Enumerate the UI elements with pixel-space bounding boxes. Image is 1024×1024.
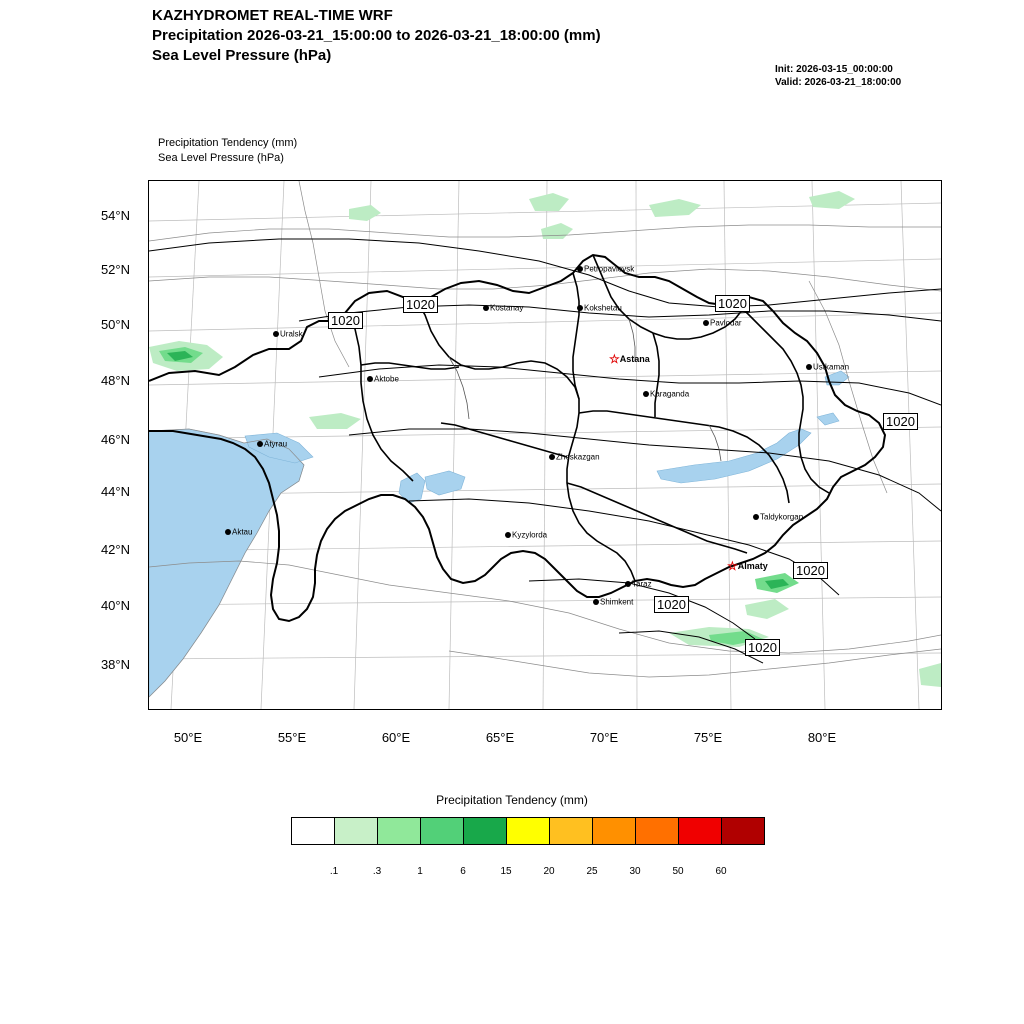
colorbar-swatch xyxy=(550,818,593,844)
city-label: Atyrau xyxy=(264,439,288,449)
city-marker xyxy=(806,362,849,371)
colorbar-ticks xyxy=(291,866,761,880)
colorbar-title: Precipitation Tendency (mm) xyxy=(436,793,588,807)
colorbar-tick-label: .1 xyxy=(329,866,339,877)
title-line-3: Sea Level Pressure (hPa) xyxy=(152,47,332,64)
colorbar-swatch xyxy=(679,818,722,844)
city-label: Kokshetau xyxy=(584,303,622,313)
city-label: Shimkent xyxy=(600,597,634,607)
city-dot-icon xyxy=(806,364,812,370)
lon-tick-0: 50°E xyxy=(173,730,203,745)
page-title-block xyxy=(152,6,601,66)
lon-tick-3: 65°E xyxy=(485,730,515,745)
capital-star-icon: ☆ xyxy=(727,559,738,573)
colorbar-swatch xyxy=(292,818,335,844)
city-dot-icon xyxy=(505,532,511,538)
city-dot-icon xyxy=(703,320,709,326)
city-marker xyxy=(753,512,803,521)
colorbar-swatch xyxy=(722,818,764,844)
colorbar-tick-label: 25 xyxy=(586,866,598,877)
city-marker xyxy=(257,439,287,448)
city-label: Taldykorgan xyxy=(760,512,804,522)
city-marker xyxy=(367,374,399,383)
city-label: Uralsk xyxy=(280,329,303,339)
colorbar-swatch xyxy=(464,818,507,844)
caption-precip: Precipitation Tendency (mm) xyxy=(158,137,298,149)
city-marker xyxy=(703,318,742,327)
colorbar-tick-label: 20 xyxy=(543,866,555,877)
city-dot-icon xyxy=(483,305,489,311)
colorbar-tick-label: 60 xyxy=(715,866,727,877)
city-marker xyxy=(273,329,303,338)
capital-marker xyxy=(609,352,650,366)
colorbar-swatch xyxy=(636,818,679,844)
city-marker xyxy=(593,597,633,606)
title-line-1: KAZHYDROMET REAL-TIME WRF xyxy=(152,7,393,24)
lat-tick-7: 40°N xyxy=(100,598,130,613)
lat-tick-4: 46°N xyxy=(100,432,130,447)
lat-tick-3: 48°N xyxy=(100,373,130,388)
city-label: Petropavlovsk xyxy=(584,264,635,274)
city-marker xyxy=(577,264,634,273)
lon-tick-6: 80°E xyxy=(807,730,837,745)
city-label: Taraz xyxy=(632,579,652,589)
init-time: Init: 2026-03-15_00:00:00 xyxy=(775,64,893,75)
city-dot-icon xyxy=(549,454,555,460)
city-dot-icon xyxy=(625,581,631,587)
colorbar-swatch xyxy=(378,818,421,844)
city-dot-icon xyxy=(577,305,583,311)
colorbar-swatch xyxy=(593,818,636,844)
colorbar-tick-label: .3 xyxy=(372,866,382,877)
lon-tick-4: 70°E xyxy=(589,730,619,745)
capital-label: Astana xyxy=(619,354,650,364)
lat-tick-8: 38°N xyxy=(100,657,130,672)
lat-tick-0: 54°N xyxy=(100,208,130,223)
lat-tick-2: 50°N xyxy=(100,317,130,332)
city-label: Karaganda xyxy=(650,389,690,399)
isobar-label: 1020 xyxy=(793,562,828,579)
capital-marker xyxy=(727,559,768,573)
colorbar-swatch xyxy=(421,818,464,844)
isobar-label: 1020 xyxy=(715,295,750,312)
city-dot-icon xyxy=(753,514,759,520)
isobar-label: 1020 xyxy=(328,312,363,329)
colorbar-tick-label: 15 xyxy=(500,866,512,877)
city-marker xyxy=(625,579,652,588)
city-dot-icon xyxy=(577,266,583,272)
city-marker xyxy=(483,303,523,312)
capital-star-icon: ☆ xyxy=(609,352,620,366)
isobar-label: 1020 xyxy=(745,639,780,656)
capital-label: Almaty xyxy=(737,561,768,571)
lon-tick-2: 60°E xyxy=(381,730,411,745)
colorbar-swatch xyxy=(507,818,550,844)
city-label: Kyzylorda xyxy=(512,530,548,540)
colorbar-tick-label: 1 xyxy=(417,866,423,877)
lat-tick-5: 44°N xyxy=(100,484,130,499)
city-marker xyxy=(225,527,252,536)
title-line-2: Precipitation 2026-03-21_15:00:00 to 2026-03-21_18:00:00 (mm) xyxy=(152,27,601,44)
isobar-label: 1020 xyxy=(654,596,689,613)
city-marker xyxy=(505,530,547,539)
city-dot-icon xyxy=(257,441,263,447)
isobar-label: 1020 xyxy=(883,413,918,430)
city-marker xyxy=(643,389,689,398)
colorbar-tick-label: 50 xyxy=(672,866,684,877)
city-dot-icon xyxy=(273,331,279,337)
city-label: Aktobe xyxy=(374,374,399,384)
lon-tick-5: 75°E xyxy=(693,730,723,745)
city-dot-icon xyxy=(225,529,231,535)
colorbar-tick-label: 6 xyxy=(460,866,466,877)
city-label: Ustkaman xyxy=(813,362,850,372)
field-caption xyxy=(158,136,297,166)
city-marker xyxy=(549,452,600,461)
lon-tick-1: 55°E xyxy=(277,730,307,745)
city-label: Kostanay xyxy=(490,303,524,313)
city-dot-icon xyxy=(367,376,373,382)
model-run-info xyxy=(775,63,901,89)
lat-tick-6: 42°N xyxy=(100,542,130,557)
colorbar xyxy=(291,817,765,845)
city-marker xyxy=(577,303,622,312)
caption-slp: Sea Level Pressure (hPa) xyxy=(158,152,284,164)
water-bodies xyxy=(149,371,849,697)
city-label: Aktau xyxy=(232,527,253,537)
colorbar-swatch xyxy=(335,818,378,844)
city-dot-icon xyxy=(643,391,649,397)
city-label: Zheskazgan xyxy=(556,452,600,462)
isobar-label: 1020 xyxy=(403,296,438,313)
colorbar-tick-label: 30 xyxy=(629,866,641,877)
city-dot-icon xyxy=(593,599,599,605)
map-canvas[interactable] xyxy=(148,180,942,710)
valid-time: Valid: 2026-03-21_18:00:00 xyxy=(775,77,902,88)
lat-tick-1: 52°N xyxy=(100,262,130,277)
city-label: Pavlodar xyxy=(710,318,742,328)
